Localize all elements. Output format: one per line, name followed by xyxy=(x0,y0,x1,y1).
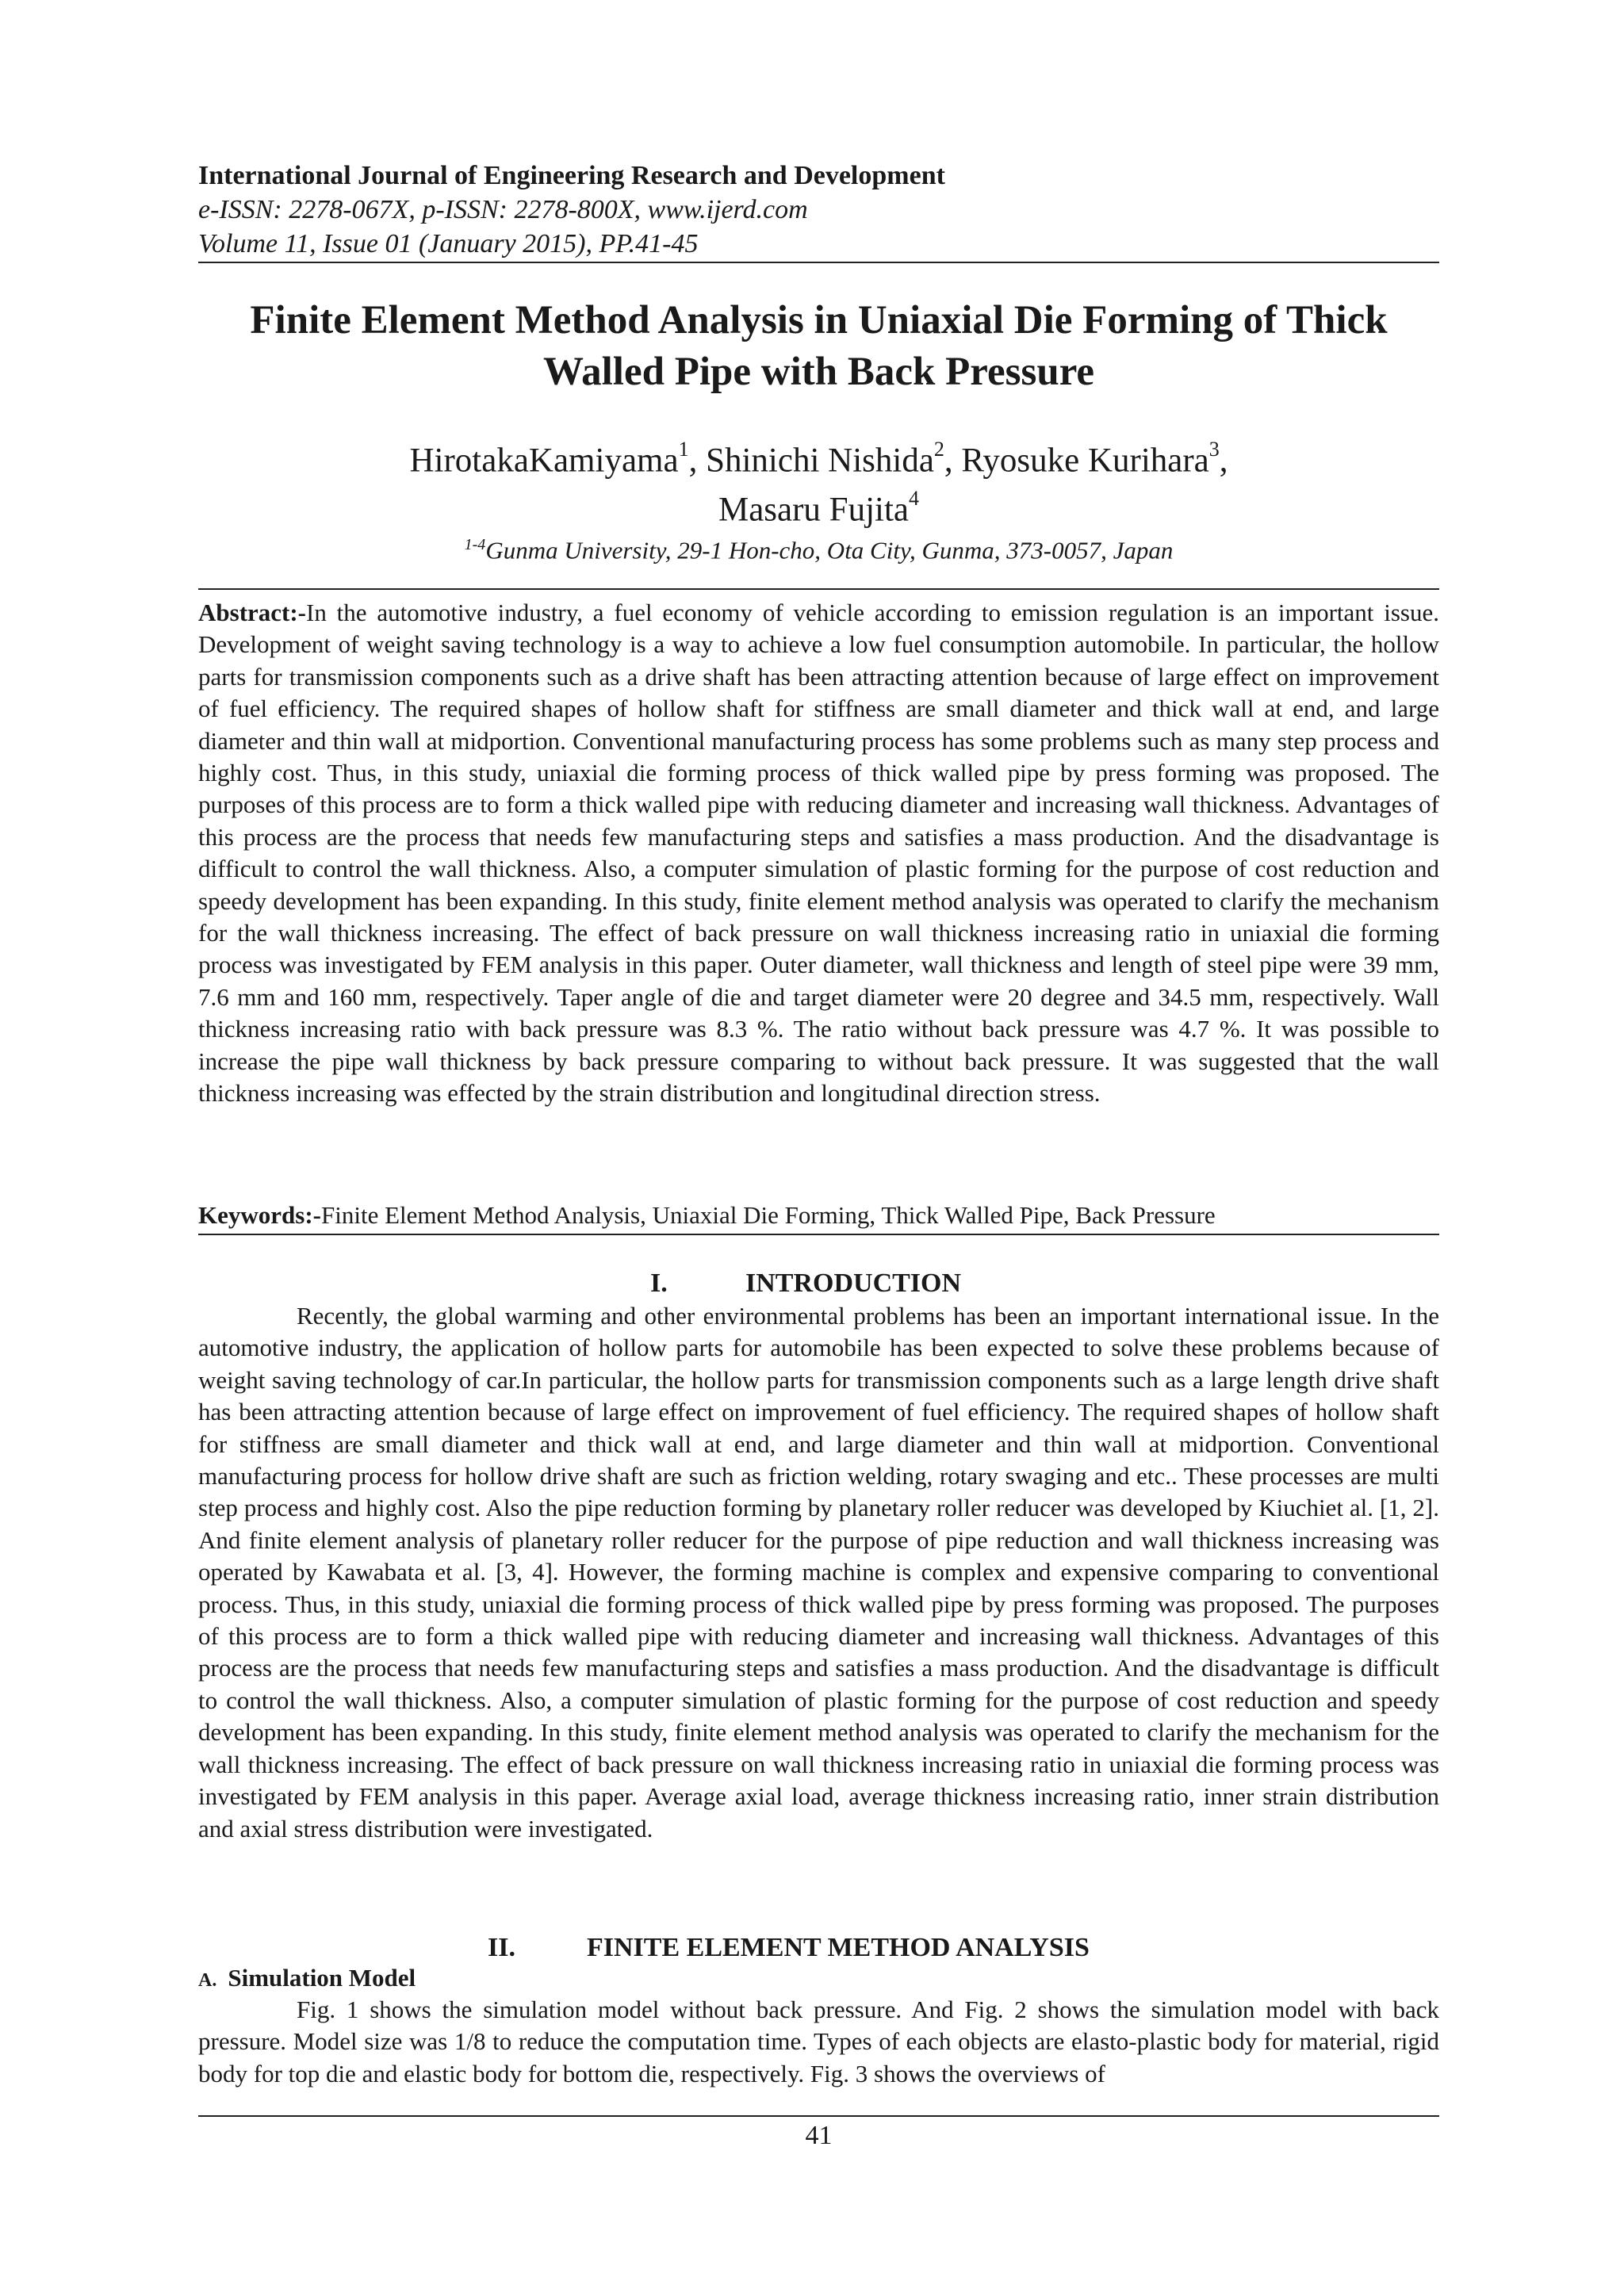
author-name: Masaru Fujita xyxy=(718,491,910,529)
subsection-heading xyxy=(198,1962,416,1996)
author-sup: 4 xyxy=(909,487,920,511)
author-list xyxy=(198,432,1439,531)
abstract xyxy=(198,597,1439,1110)
section-number: II. xyxy=(488,1933,515,1962)
author-sep: , xyxy=(944,442,962,480)
author-sep: , xyxy=(688,442,707,480)
paper-title xyxy=(198,295,1439,398)
journal-volume: Volume 11, Issue 01 (January 2015), PP.41-45 xyxy=(198,229,699,258)
simulation-model-body xyxy=(198,1994,1439,2090)
abstract-text: In the automotive industry, a fuel economy of vehicle according to emission regulation is an important issue. Development of weight saving technology is a way to achieve a low fuel consumption automobile. In particular, the hollow parts for transmission components such as a drive shaft has been attracting attention because of large effect on improvement of fuel efficiency. The required shapes of hollow shaft for stiffness are small diameter and thick wall at end, and large diameter and thin wall at midportion. Conventional manufacturing process has some problems such as many step process and highly cost. Thus, in this study, uniaxial die forming process of thick walled pipe by press forming was proposed. The purposes of this process are to form a thick walled pipe with reducing diameter and increasing wall thickness. Advantages of this process are the process that needs few manufacturing steps and satisfies a mass production. And the disadvantage is difficult to control the wall thickness. Also, a computer simulation of plastic forming for the purpose of cost reduction and speedy development has been expanding. In this study, finite element method analysis was operated to clarify the mechanism for the wall thickness increasing. The effect of back pressure on wall thickness increasing ratio in uniaxial die forming process was investigated by FEM analysis in this paper. Outer diameter, wall thickness and length of steel pipe were 39 mm, 7.6 mm and 160 mm, respectively. Taper angle of die and target diameter were 20 degree and 34.5 mm, respectively. Wall thickness increasing ratio with back pressure was 8.3 %. The ratio without back pressure was 4.7 %. It was possible to increase the pipe wall thickness by back pressure comparing to without back pressure. It was suggested that the wall thickness increasing was effected by the strain distribution and longitudinal direction stress. xyxy=(198,599,1439,1108)
author-line-2 xyxy=(198,481,1439,530)
affiliation-text: Gunma University, 29-1 Hon-cho, Ota City, Gunma, 373-0057, Japan xyxy=(485,536,1174,564)
author-sup: 1 xyxy=(678,438,689,461)
affiliation-sup: 1-4 xyxy=(464,536,486,553)
journal-name: International Journal of Engineering Research and Development xyxy=(198,161,945,190)
section-title: FINITE ELEMENT METHOD ANALYSIS xyxy=(587,1933,1090,1962)
author-sup: 2 xyxy=(933,438,944,461)
introduction-paragraph: Recently, the global warming and other environmental problems has been an important international issue. In the automotive industry, the application of hollow parts for automobile has been expected to solve these problems because of weight saving technology of car.In particular, the hollow parts for transmission components such as a large length drive shaft has been attracting attention because of large effect on improvement of fuel efficiency. The required shapes of hollow shaft for stiffness are small diameter and thick wall at end, and large diameter and thin wall at midportion. Conventional manufacturing process for hollow drive shaft are such as friction welding, rotary swaging and etc.. These processes are multi step process and highly cost. Also the pipe reduction forming by planetary roller reducer was developed by Kiuchiet al. [1, 2]. And finite element analysis of planetary roller reducer for the purpose of pipe reduction and wall thickness increasing was operated by Kawabata et al. [3, 4]. However, the forming machine is complex and expensive comparing to conventional process. Thus, in this study, uniaxial die forming process of thick walled pipe by press forming was proposed. The purposes of this process are to form a thick walled pipe with reducing diameter and increasing wall thickness. Advantages of this process are the process that needs few manufacturing steps and satisfies a mass production. And the disadvantage is difficult to control the wall thickness. Also, a computer simulation of plastic forming for the purpose of cost reduction and speedy development has been expanding. In this study, finite element method analysis was operated to clarify the mechanism for the wall thickness increasing. The effect of back pressure on wall thickness increasing ratio in uniaxial die forming process was investigated by FEM analysis in this paper. Average axial load, average thickness increasing ratio, inner strain distribution and axial stress distribution were investigated. xyxy=(198,1302,1439,1843)
title-line-1: Finite Element Method Analysis in Uniaxial Die Forming of Thick xyxy=(250,298,1388,342)
section-title: INTRODUCTION xyxy=(745,1269,962,1298)
simulation-model-paragraph: Fig. 1 shows the simulation model without back pressure. And Fig. 2 shows the simulation model with back pressure. Model size was 1/8 to reduce the computation time. Types of each objects are elasto-plastic body for material, rigid body for top die and elastic body for bottom die, respectively. Fig. 3 shows the overviews of xyxy=(198,1996,1439,2087)
author-sup: 3 xyxy=(1208,438,1220,461)
author-sep: , xyxy=(1219,442,1228,480)
journal-header xyxy=(198,159,1439,261)
keywords xyxy=(198,1200,1439,1231)
subsection-letter: A. xyxy=(198,1970,217,1991)
keywords-bottom-rule xyxy=(198,1234,1439,1235)
abstract-label: Abstract:- xyxy=(198,599,307,626)
abstract-top-rule xyxy=(198,588,1439,590)
affiliation xyxy=(198,529,1439,566)
paper-page xyxy=(198,0,1439,2296)
section-number: I. xyxy=(650,1269,668,1298)
author-name: HirotakaKamiyama xyxy=(409,442,679,480)
keywords-label: Keywords:- xyxy=(198,1201,321,1229)
subsection-title: Simulation Model xyxy=(228,1964,416,1992)
author-name: Ryosuke Kurihara xyxy=(961,442,1209,480)
journal-issn: e-ISSN: 2278-067X, p-ISSN: 2278-800X, www.ijerd.com xyxy=(198,195,808,224)
footer-rule xyxy=(198,2115,1439,2117)
author-line-1 xyxy=(198,432,1439,481)
keywords-text: Finite Element Method Analysis, Uniaxial Die Forming, Thick Walled Pipe, Back Pressure xyxy=(320,1201,1216,1229)
page-number: 41 xyxy=(805,2121,833,2150)
author-name: Shinichi Nishida xyxy=(706,442,934,480)
header-rule xyxy=(198,262,1439,263)
introduction-body xyxy=(198,1300,1439,1845)
title-line-2: Walled Pipe with Back Pressure xyxy=(542,350,1095,394)
